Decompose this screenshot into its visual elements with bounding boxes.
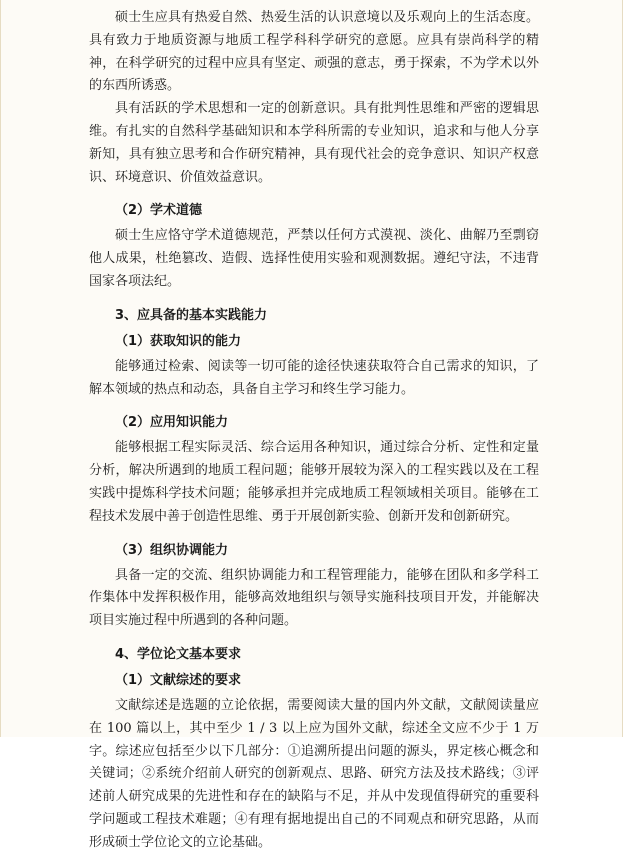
paragraph-acquire-knowledge: 能够通过检索、阅读等一切可能的途径快速获取符合自己需求的知识，了解本领域的热点和动态，具备自主学习和终生学习能力。	[89, 358, 539, 397]
heading-thesis-requirements: 4、学位论文基本要求	[115, 646, 242, 662]
paragraph-attitude: 硕士生应具有热爱自然、热爱生活的认识意境以及乐观向上的生活态度。具有致力于地质资源与地质工程学科科学研究的意愿。应具有崇尚科学的精神，在科学研究的过程中应具有坚定、顽强的意志，勇于探索，不为学术以外的东西所诱惑。	[89, 10, 539, 94]
heading-literature-review: （1）文献综述的要求	[115, 672, 242, 688]
paragraph-academic-thinking: 具有活跃的学术思想和一定的创新意识。具有批判性思维和严密的逻辑思维。有扎实的自然科学基础知识和本学科所需的专业知识，追求和与他人分享新知，具有独立思考和合作研究精神，具有现代社会的竞争意识、知识产权意识、环境意识、价值效益意识。	[89, 101, 539, 185]
paragraph-apply-knowledge: 能够根据工程实际灵活、综合运用各种知识，通过综合分析、定性和定量分析，解决所遇到的地质工程问题；能够开展较为深入的工程实践以及在工程实践中提炼科学技术问题；能够承担并完成地质工程领域相关项目。能够在工程技术发展中善于创造性思维、勇于开展创新实验、创新开发和创新研究。	[89, 440, 539, 524]
document-body	[89, 7, 539, 855]
heading-academic-ethics: （2）学术道德	[115, 203, 203, 219]
paragraph-academic-ethics: 硕士生应恪守学术道德规范，严禁以任何方式漠视、淡化、曲解乃至剽窃他人成果，杜绝篡改、造假、选择性使用实验和观测数据。遵纪守法，不违背国家各项法纪。	[89, 228, 539, 289]
heading-organize-coordinate: （3）组织协调能力	[115, 542, 229, 558]
paragraph-literature-review: 文献综述是选题的立论依据，需要阅读大量的国内外文献，文献阅读量应在 100 篇以上，其中至少 1 / 3 以上应为国外文献，综述全文应不少于 1 万字。综述应包括至少以下几部分：①追溯所提出问题的源头，界定核心概念和关键词；②系统介绍前人研究的创新观点、思路、研究方法及技术路线；③评述前人研究成果的先进性和存在的缺陷与不足，并从中发现值得研究的重要科学问题或工程技术难题；④有理有据地提出自己的不同观点和研究思路，从而形成硕士学位论文的立论基础。	[89, 697, 539, 850]
heading-practice-abilities: 3、应具备的基本实践能力	[115, 307, 268, 323]
heading-apply-knowledge: （2）应用知识能力	[115, 415, 229, 431]
paragraph-organize-coordinate: 具备一定的交流、组织协调能力和工程管理能力，能够在团队和多学科工作集体中发挥积极作用，能够高效地组织与领导实施科技项目开发，并能解决项目实施过程中所遇到的各种问题。	[89, 567, 539, 629]
heading-acquire-knowledge: （1）获取知识的能力	[115, 333, 242, 349]
